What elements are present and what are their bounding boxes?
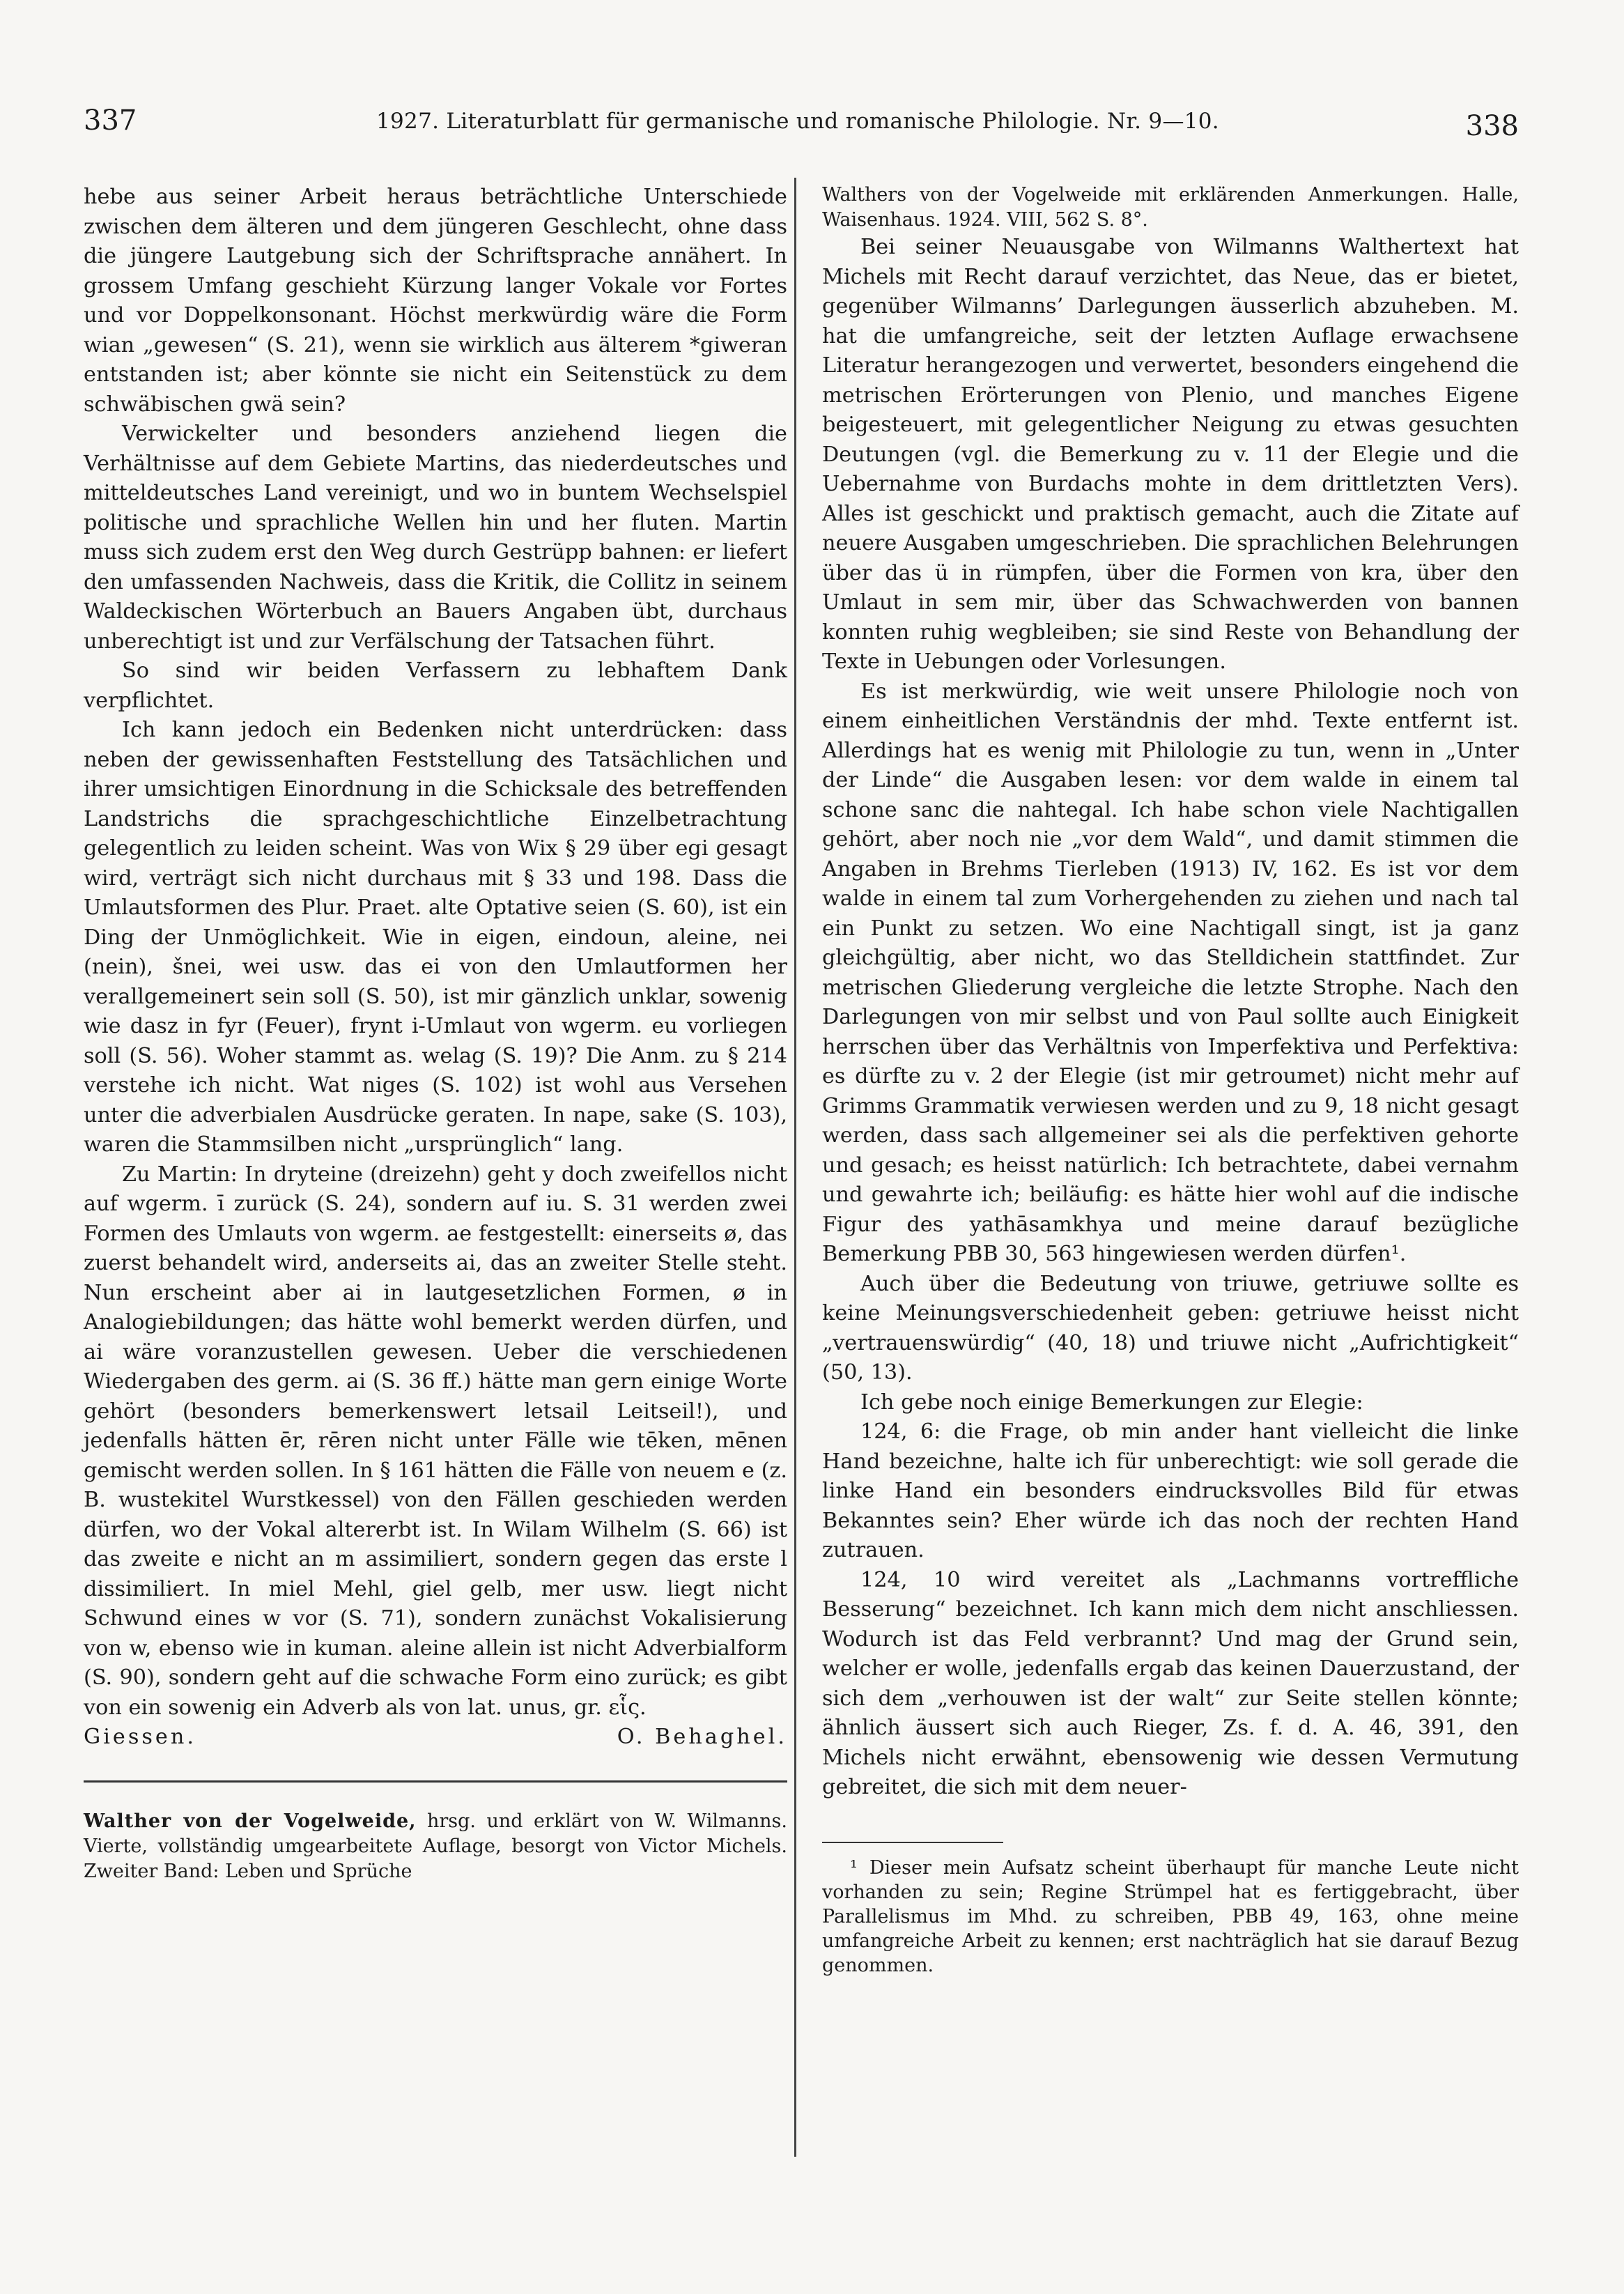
page-number-left: 337 [84, 105, 137, 137]
right-column [822, 183, 1519, 1978]
left-column [84, 183, 787, 1884]
review-heading [84, 1809, 787, 1884]
paragraph: hebe aus seiner Arbeit heraus beträchtliche Unterschiede zwischen dem älteren und dem jüngeren Geschlecht, ohne dass die jüngere Lautgebung sich der Schriftsprache annähert. In grossem Umfang geschieht Kürzung langer Vokale vor Fortes und vor Doppelkonsonant. Höchst merkwürdig wäre die Form wian „gewesen“ (S. 21), wenn sie wirklich aus älterem *giweran entstanden ist; aber könnte sie nicht ein Seitenstück zu dem schwäbischen gwä sein? [84, 185, 787, 417]
footnote-text: ¹ Dieser mein Aufsatz scheint überhaupt für manche Leute nicht vorhanden zu sein; Regine Strümpel hat es fertiggebracht, über Parallelismus im Mhd. zu schreiben, PBB 49, 163, ohne meine umfangreiche Arbeit zu kennen; erst nachträglich hat sie darauf Bezug genommen. [822, 1856, 1519, 1976]
review-bibliography: hrsg. und erklärt von W. Wilmanns. Vierte, vollständig umgearbeitete Auflage, besorgt von Victor Michels. Zweiter Band: Leben und Sprüche [84, 1810, 787, 1882]
paragraph: Ich gebe noch einige Bemerkungen zur Elegie: [860, 1390, 1363, 1415]
review-title: Walther von der Vogelweide, [84, 1810, 417, 1832]
paragraph: 124, 10 wird vereitet als „Lachmanns vortreffliche Besserung“ bezeichnet. Ich kann mich dem nicht anschliessen. Wodurch ist das Feld verbrannt? Und mag der Grund sein, welcher er wolle, jedenfalls ergab das keinen Dauerzustand, der sich dem „verhouwen ist der walt“ zur Seite stellen könnte; ähnlich äussert sich auch Rieger, Zs. f. d. A. 46, 391, den Michels nicht erwähnt, ebensowenig wie dessen Vermutung gebreitet, die sich mit dem neuer- [822, 1567, 1519, 1799]
paragraph: Bei seiner Neuausgabe von Wilmanns Walthertext hat Michels mit Recht darauf verzichtet, das Neue, das er bietet, gegenüber Wilmanns’ Darlegungen äusserlich abzuheben. M. hat die umfangreiche, seit der letzten Auflage erwachsene Literatur herangezogen und verwertet, besonders eingehend die metrischen Erörterungen von Plenio, und manches Eigene beigesteuert, mit gelegentlicher Neigung zu etwas gesuchten Deutungen (vgl. die Bemerkung zu v. 11 der Elegie und die Uebernahme von Burdachs mohte in dem drittletzten Vers). Alles ist geschickt und praktisch gemacht, auch die Zitate auf neuere Ausgaben umgeschrieben. Die sprachlichen Belehrungen über das ü in rümpfen, über die Formen von kra, über den Umlaut in sem mir, über das Schwachwerden von bannen konnten ruhig wegbleiben; sie sind Reste von Behandlung der Texte in Uebungen oder Vorlesungen. [822, 235, 1519, 674]
signature-author: O. Behaghel. [617, 1725, 787, 1749]
paragraph: Zu Martin: In dryteine (dreizehn) geht y doch zweifellos nicht auf wgerm. ī zurück (S. 24), sondern auf iu. S. 31 werden zwei Formen des Umlauts von wgerm. ae festgestellt: einerseits ø, das zuerst behandelt wird, anderseits ai, das an zweiter Stelle steht. Nun erscheint aber ai in lautgesetzlichen Formen, ø in Analogiebildungen; das hätte wohl bemerkt werden dürfen, und ai wäre voranzustellen gewesen. Ueber die verschiedenen Wiedergaben des germ. ai (S. 36 ff.) hätte man gern einige Worte gehört (besonders bemerkenswert letsail Leitseil!), und jedenfalls hätten ēr, rēren nicht unter Fälle wie tēken, mēnen gemischt werden sollen. In § 161 hätten die Fälle von neuem e (z. B. wustekitel Wurstkessel) von den Fällen geschieden werden dürfen, wo der Vokal altererbt ist. In Wilam Wilhelm (S. 66) ist das zweite e nicht an m assimiliert, sondern gegen das erste l dissimiliert. In miel Mehl, giel gelb, mer usw. liegt nicht Schwund eines w vor (S. 71), sondern zunächst Vokalisierung von w, ebenso wie in kuman. aleine allein ist nicht Adverbialform (S. 90), sondern geht auf die schwache Form eino zurück; es gibt von ein sowenig ein Adverb als von lat. unus, gr. εἷς. [84, 1162, 787, 1720]
section-rule [84, 1780, 787, 1783]
signature-place: Giessen. [84, 1725, 196, 1749]
paragraph: Verwickelter und besonders anziehend liegen die Verhältnisse auf dem Gebiete Martins, das niederdeutsches und mitteldeutsches Land vereinigt, und wo in buntem Wechselspiel politische und sprachliche Wellen hin und her fluten. Martin muss sich zudem erst den Weg durch Gestrüpp bahnen: er liefert den umfassenden Nachweis, dass die Kritik, die Collitz in seinem Waldeckischen Wörterbuch an Bauers Angaben übt, durchaus unberechtigt ist und zur Verfälschung der Tatsachen führt. [84, 422, 787, 654]
running-title: 1927. Literaturblatt für germanische und romanische Philologie. Nr. 9—10. [376, 109, 1219, 134]
paragraph: Ich kann jedoch ein Bedenken nicht unterdrücken: dass neben der gewissenhaften Feststellung des Tatsächlichen und ihrer umsichtigen Einordnung in die Schicksale des betreffenden Landstrichs die sprachgeschichtliche Einzelbetrachtung gelegentlich zu leiden scheint. Was von Wix § 29 über egi gesagt wird, verträgt sich nicht durchaus mit § 33 und 198. Dass die Umlautsformen des Plur. Praet. alte Optative seien (S. 60), ist ein Ding der Unmöglichkeit. Wie in eigen, eindoun, aleine, nei (nein), šnei, wei usw. das ei von den Umlautformen her verallgemeinert sein soll (S. 50), ist mir gänzlich unklar, sowenig wie dasz in fyr (Feuer), frynt i-Umlaut von wgerm. eu vorliegen soll (S. 56). Woher stammt as. welag (S. 19)? Die Anm. zu § 214 verstehe ich nicht. Wat niges (S. 102) ist wohl aus Versehen unter die adverbialen Ausdrücke geraten. In nape, sake (S. 103), waren die Stammsilben nicht „ursprünglich“ lang. [84, 718, 787, 1157]
review-bibliography-continuation: Walthers von der Vogelweide mit erklärenden Anmerkungen. Halle, Waisenhaus. 1924. VIII, 562 S. 8°. [822, 184, 1519, 231]
paragraph: Es ist merkwürdig, wie weit unsere Philologie noch von einem einheitlichen Verständnis der mhd. Texte entfernt ist. Allerdings hat es wenig mit Philologie zu tun, wenn in „Unter der Linde“ die Ausgaben lesen: vor dem walde in einem tal schone sanc die nahtegal. Ich habe schon viele Nachtigallen gehört, aber noch nie „vor dem Wald“, und damit stimmen die Angaben in Brehms Tierleben (1913) IV, 162. Es ist vor dem walde in einem tal zum Vorhergehenden zu ziehen und nach tal ein Punkt zu setzen. Wo eine Nachtigall singt, ist ja ganz gleichgültig, aber nicht, wo das Stelldichein stattfindet. Zur metrischen Gliederung vergleiche die letzte Strophe. Nach den Darlegungen von mir selbst und von Paul sollte auch Einigkeit herrschen über das Verhältnis von Imperfektiva und Perfektiva: es dürfte zu v. 2 der Elegie (ist mir getroumet) nicht mehr auf Grimms Grammatik verwiesen werden und zu 9, 18 nicht gesagt werden, dass sach allgemeiner sei als die perfektiven gehorte und gesach; es heisst natürlich: Ich betrachtete, dabei vernahm und gewahrte ich; beiläufig: es hätte hier wohl auf die indische Figur des yathāsamkhya und meine darauf bezügliche Bemerkung PBB 30, 563 hingewiesen werden dürfen¹. [822, 679, 1519, 1266]
paragraph: Auch über die Bedeutung von triuwe, getriuwe sollte es keine Meinungsverschiedenheit geben: getriuwe heisst nicht „vertrauenswürdig“ (40, 18) und triuwe nicht „Aufrichtigkeit“ (50, 13). [822, 1271, 1519, 1385]
page-header [84, 105, 1519, 153]
paragraph: So sind wir beiden Verfassern zu lebhaftem Dank verpflichtet. [84, 659, 787, 713]
page-number-right: 338 [1465, 110, 1519, 142]
column-divider [794, 178, 796, 2157]
signature-line [84, 1723, 787, 1753]
footnote [822, 1856, 1519, 1978]
paragraph: 124, 6: die Frage, ob min ander hant vielleicht die linke Hand bezeichne, halte ich für unberechtigt: wie soll gerade die linke Hand ein besonders eindrucksvolles Bild für etwas Bekanntes sein? Eher würde ich das noch der rechten Hand zutrauen. [822, 1419, 1519, 1562]
footnote-rule [822, 1842, 1003, 1843]
